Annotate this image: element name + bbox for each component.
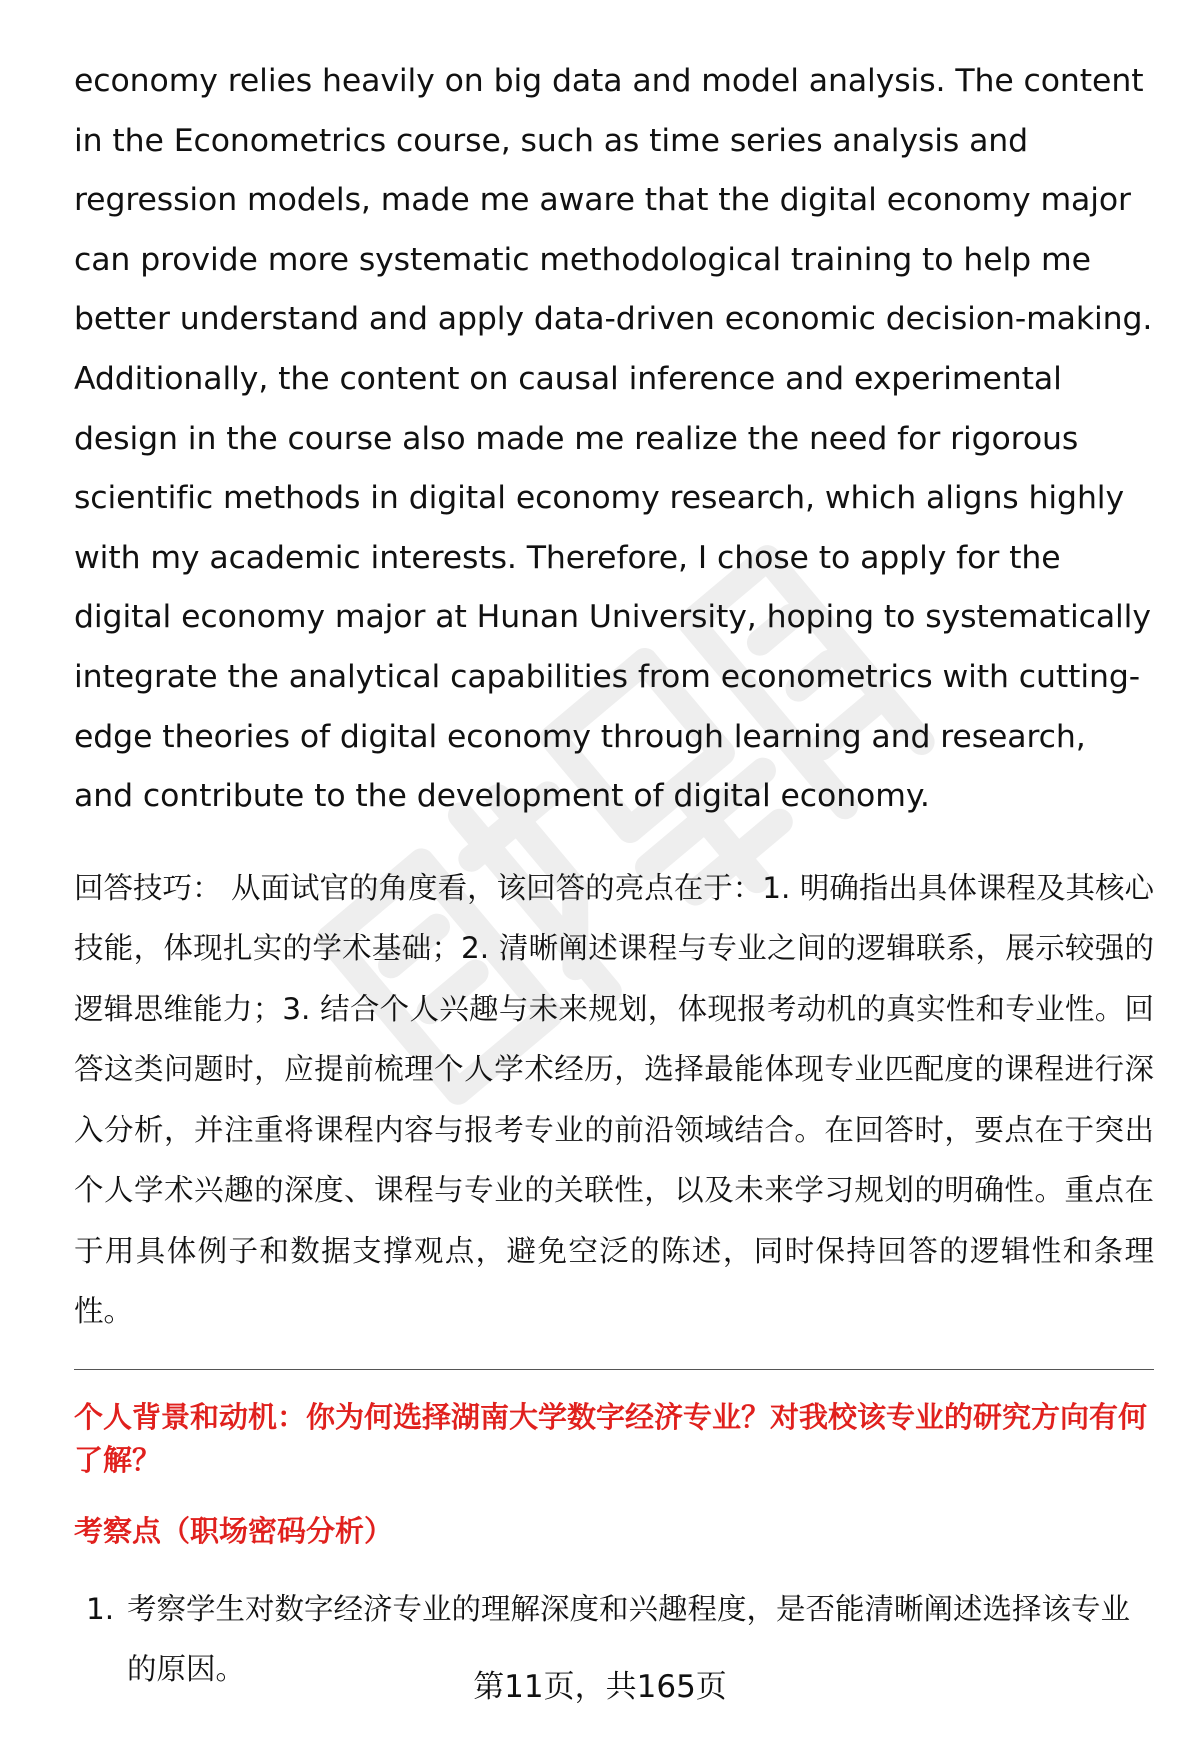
page-number: 第11页，共165页 bbox=[473, 1669, 727, 1705]
assessment-heading: 考察点（职场密码分析） bbox=[74, 1513, 394, 1548]
question-heading: 个人背景和动机：你为何选择湖南大学数字经济专业？对我校该专业的研究方向有何了解？ bbox=[74, 1399, 1148, 1477]
section-divider bbox=[74, 1369, 1154, 1370]
page-content bbox=[74, 52, 1154, 1700]
answer-paragraph: economy relies heavily on big data and model analysis. The content in the Econometrics course, such as time series analysis and regression models, made me aware that the digital economy major can provide more systematic methodological training to help me better understand and apply data-driven economic decision-making. Additionally, the content on causal inference and experimental design in the course also made me realize the need for rigorous scientific methods in digital economy research, which aligns highly with my academic interests. Therefore, I chose to apply for the digital economy major at Hunan University, hoping to systematically integrate the analytical capabilities from econometrics with cutting-edge theories of digital economy through learning and research, and contribute to the development of digital economy. bbox=[74, 63, 1153, 815]
answer-tips-paragraph: 回答技巧： 从面试官的角度看，该回答的亮点在于：1. 明确指出具体课程及其核心技能，体现扎实的学术基础；2. 清晰阐述课程与专业之间的逻辑联系，展示较强的逻辑思维能力；3. 结合个人兴趣与未来规划，体现报考动机的真实性和专业性。回答这类问题时，应提前梳理个人学术经历，选择最能体现专业匹配度的课程进行深入分析，并注重将课程内容与报考专业的前沿领域结合。在回答时，要点在于突出个人学术兴趣的深度、课程与专业的关联性，以及未来学习规划的明确性。重点在于用具体例子和数据支撑观点，避免空泛的陈述，同时保持回答的逻辑性和条理性。 bbox=[74, 870, 1154, 1329]
list-item-text: 考察学生对数字经济专业的理解深度和兴趣程度，是否能清晰阐述选择该专业的原因。 bbox=[127, 1591, 1131, 1687]
list-item-number: 1. bbox=[86, 1591, 115, 1626]
